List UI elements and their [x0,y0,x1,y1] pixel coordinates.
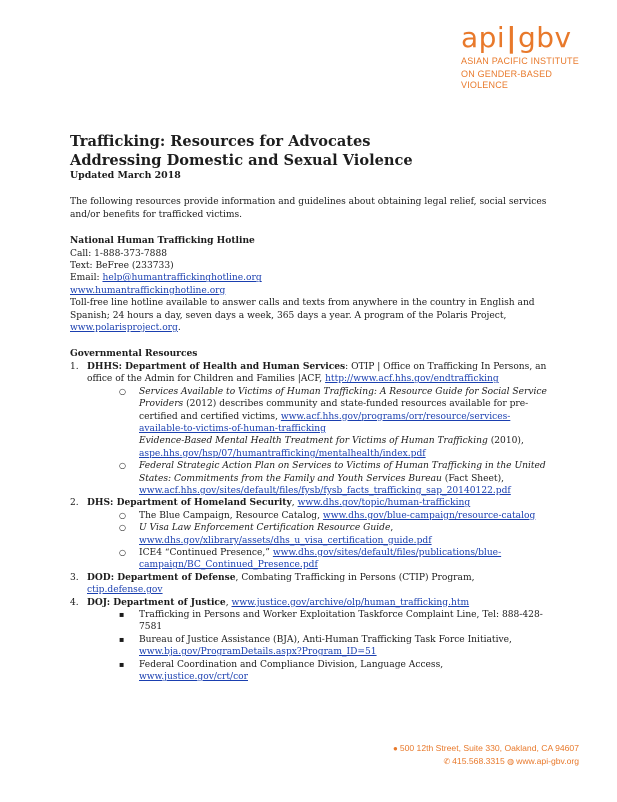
footer-contact [393,742,579,768]
governmental-resources-section [70,348,550,683]
resource-sublist [87,386,550,498]
location-pin-icon: ● [392,744,398,753]
resource-item [87,522,550,547]
logo-wordmark [461,22,591,54]
resource-sublist [87,510,550,572]
logo-word-a: api [461,21,506,54]
hotline-description-text: Toll-free line hotline available to answer calls and texts from anywhere in the country in English and Spanish; 24 hours a day, seven days a week, 365 days a year. A program of the Polaris Project, [70,298,535,321]
resource-text: The Blue Campaign, Resource Catalog, [139,510,323,521]
document-body [70,132,550,683]
list-number: 3. [70,572,79,583]
footer-address-row [393,742,579,755]
agency-name: DOD: Department of Defense [87,571,236,583]
logo-word-b: gbv [517,21,572,54]
logo-subtitle-1: ASIAN PACIFIC INSTITUTE [461,56,579,66]
logo-subtitle-2: ON GENDER-BASED VIOLENCE [461,69,553,90]
resource-item [87,609,550,634]
resource-text: ICE4 “Continued Presence,” [139,547,273,558]
resource-item [87,386,550,460]
resource-text: (2010), [487,436,524,447]
logo-separator: | [506,21,517,54]
resource-item [87,547,550,572]
agency-item-dod [70,572,550,597]
agency-desc: , [225,597,232,608]
bullet-icon: ▪ [119,610,125,619]
resource-link[interactable]: www.acf.hhs.gov/sites/default/files/fysb/fysb_facts_trafficking_sap_20140122.pdf [139,485,511,496]
governmental-heading: Governmental Resources [70,348,198,360]
agency-item-dhhs [70,361,550,497]
bullet-icon: ○ [119,510,126,520]
updated-date: Updated March 2018 [70,170,181,181]
footer-web[interactable]: www.api-gbv.org [516,756,579,766]
footer-address: 500 12th Street, Suite 330, Oakland, CA 94607 [399,743,579,753]
list-number: 1. [70,361,79,372]
document-title-line1: Trafficking: Resources for Advocates [70,133,371,150]
document-title-line2: Addressing Domestic and Sexual Violence [70,152,413,169]
agency-list [70,361,550,684]
agency-name: DHS: Department of Homeland Security [87,497,292,509]
agency-desc: : OTIP | Office on Trafficking In Persons, an office of the Admin for Children and Families |ACF, [87,361,547,385]
agency-name: DHHS: Department of Health and Human Services [87,360,346,372]
bullet-icon: ▪ [119,659,125,669]
resource-link[interactable]: www.acf.hhs.gov/programs/orr/resource/services-available-to-victims-of-human-trafficking [139,411,511,434]
resource-text: (Fact Sheet), [441,473,505,484]
agency-link[interactable]: www.justice.gov/archive/olp/human_trafficking.htm [231,597,470,608]
resource-link[interactable]: aspe.hhs.gov/hsp/07/humantrafficking/mentalhealth/index.pdf [139,448,426,459]
hotline-description-end: . [177,323,181,334]
bullet-icon: ○ [119,386,126,396]
bullet-icon: ○ [119,547,126,557]
hotline-website-row [70,285,550,297]
resource-link[interactable]: www.justice.gov/crt/cor [139,672,249,683]
resource-text: , [390,523,394,534]
globe-icon: ◍ [507,757,515,766]
resource-text: Trafficking in Persons and Worker Exploitation Taskforce Complaint Line, Tel: 888-428-7581 [139,610,543,633]
hotline-website-link[interactable]: www.humantraffickinghotline.org [70,285,226,296]
footer-phone-web-row [393,755,579,768]
hotline-description [70,297,550,334]
hotline-email-row [70,272,550,284]
hotline-section [70,235,550,334]
agency-item-dhs [70,497,550,571]
list-number: 2. [70,498,79,509]
resource-link[interactable]: www.dhs.gov/xlibrary/assets/dhs_u_visa_certification_guide.pdf [139,535,432,546]
phone-icon: ✆ [443,757,451,766]
resource-item [87,659,550,684]
footer-phone: 415.568.3315 [452,756,505,766]
resource-text: (2012) describes community and state-funded resources available for pre-certified and certified victims, [139,399,529,422]
bullet-icon: ○ [119,461,126,471]
resource-link[interactable]: www.dhs.gov/sites/default/files/publications/blue-campaign/BC_Continued_Presence.pdf [139,547,502,571]
bullet-icon: ▪ [119,634,125,644]
resource-title: Evidence-Based Mental Health Treatment for Victims of Human Trafficking [139,436,488,447]
hotline-email-link[interactable]: help@humantraffickinghotline.org [102,273,262,284]
agency-desc: , Combating Trafficking in Persons (CTIP) Program, [235,572,475,583]
agency-name: DOJ: Department of Justice [87,596,226,608]
agency-link[interactable]: ctip.defense.gov [87,585,163,596]
resource-title: Services Available to Victims of Human Trafficking: A Resource Guide for Social Service Providers [139,386,547,410]
resource-item [87,634,550,659]
list-number: 4. [70,597,79,608]
resource-item [87,460,550,497]
resource-text: Bureau of Justice Assistance (BJA), Anti-Human Trafficking Task Force Initiative, [139,634,512,645]
resource-item [87,510,550,522]
hotline-heading: National Human Trafficking Hotline [70,235,255,247]
hotline-email-label: Email: [70,273,103,284]
resource-link[interactable]: www.bja.gov/ProgramDetails.aspx?Program_ID=51 [139,647,377,658]
apigbv-logo [461,22,591,91]
intro-paragraph: The following resources provide information and guidelines about obtaining legal relief, social services and/or benefits for trafficked victims. [70,197,547,220]
resource-link[interactable]: www.dhs.gov/blue-campaign/resource-catalog [322,510,536,521]
hotline-call: Call: 1-888-373-7888 [70,248,168,259]
resource-sublist [87,609,550,683]
agency-desc: , [291,498,298,509]
resource-text: Federal Coordination and Compliance Division, Language Access, [139,659,444,670]
hotline-text: Text: BeFree (233733) [70,261,174,272]
agency-link[interactable]: http://www.acf.hhs.gov/endtrafficking [325,374,499,385]
agency-link[interactable]: www.dhs.gov/topic/human-trafficking [297,498,471,509]
polaris-link[interactable]: www.polarisproject.org [70,323,178,334]
resource-title: Federal Strategic Action Plan on Services to Victims of Human Trafficking in the United States: Commitments from the Family and Youth Services Bureau [139,461,546,484]
resource-title: U Visa Law Enforcement Certification Resource Guide [139,523,391,534]
agency-item-doj [70,597,550,684]
bullet-icon: ○ [119,523,126,533]
